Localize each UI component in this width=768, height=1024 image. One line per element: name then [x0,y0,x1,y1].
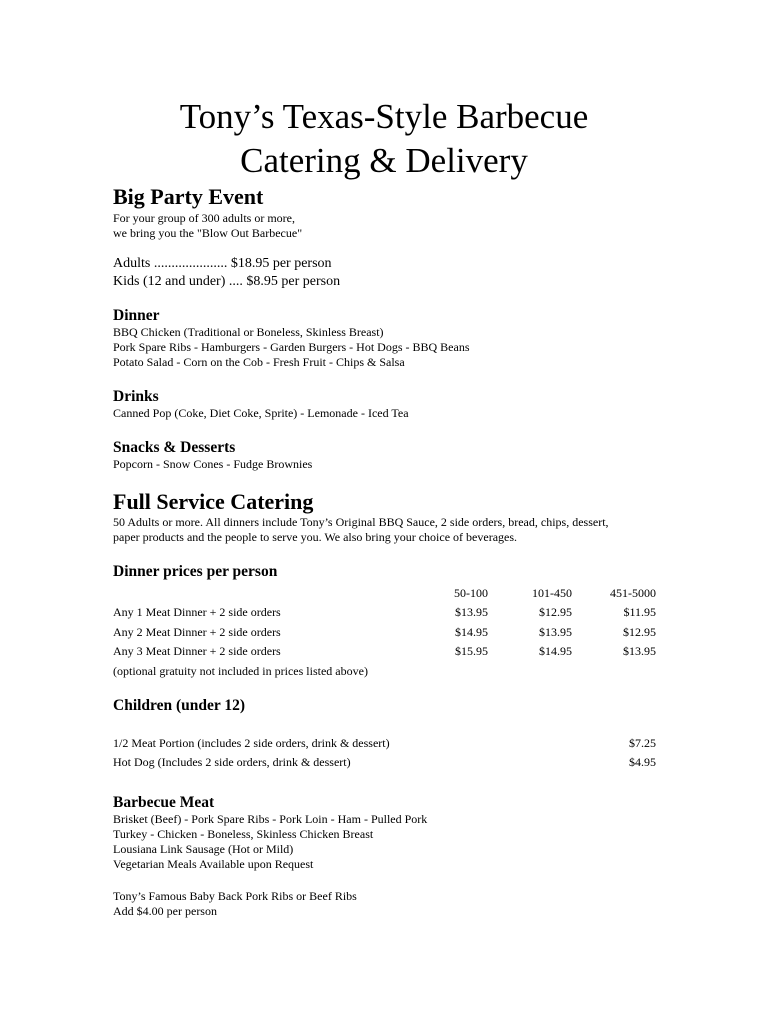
list-item: Add $4.00 per person [113,904,217,918]
intro-line: For your group of 300 adults or more, [113,211,295,225]
list-item: Brisket (Beef) - Pork Spare Ribs - Pork Loin - Ham - Pulled Pork [113,812,428,826]
children-heading: Children (under 12) [113,697,246,714]
table-cell: $13.95 [455,605,488,619]
dinner-heading: Dinner [113,307,160,324]
gratuity-note: (optional gratuity not included in prices listed above) [113,664,368,678]
table-row-label: Any 2 Meat Dinner + 2 side orders [113,625,281,639]
page-title-line1: Tony’s Texas-Style Barbecue [179,97,589,136]
table-cell: $14.95 [455,625,488,639]
table-row-label: 1/2 Meat Portion (includes 2 side orders, drink & dessert) [113,736,390,750]
snacks-heading: Snacks & Desserts [113,439,236,456]
column-header-101-450: 101-450 [532,586,572,600]
table-row-label: Any 1 Meat Dinner + 2 side orders [113,605,281,619]
list-item: Tony’s Famous Baby Back Pork Ribs or Beef Ribs [113,889,357,903]
table-cell: $15.95 [455,644,488,658]
table-cell: $13.95 [539,625,572,639]
dinner-prices-heading: Dinner prices per person [113,563,278,580]
big-party-prices [113,255,340,291]
intro-line: 50 Adults or more. All dinners include Tony’s Original BBQ Sauce, 2 side orders, bread, chips, dessert, [113,515,609,529]
column-header-451-5000: 451-5000 [610,586,656,600]
page-title-line2: Catering & Delivery [240,141,528,180]
drinks-heading: Drinks [113,388,159,405]
table-row-label: Hot Dog (Includes 2 side orders, drink & dessert) [113,755,351,769]
list-item: Popcorn - Snow Cones - Fudge Brownies [113,457,313,471]
big-party-intro [113,211,302,241]
table-cell: $12.95 [539,605,572,619]
full-service-heading: Full Service Catering [113,489,314,514]
drinks-list [113,406,409,421]
table-cell: $13.95 [623,644,656,658]
list-item: Canned Pop (Coke, Diet Coke, Sprite) - Lemonade - Iced Tea [113,406,409,420]
list-item: Pork Spare Ribs - Hamburgers - Garden Burgers - Hot Dogs - BBQ Beans [113,340,470,354]
table-row-label: Any 3 Meat Dinner + 2 side orders [113,644,281,658]
table-cell: $12.95 [623,625,656,639]
table-cell: $14.95 [539,644,572,658]
big-party-heading: Big Party Event [113,184,264,209]
table-cell: $4.95 [629,755,656,769]
column-header-50-100: 50-100 [454,586,488,600]
list-item: Vegetarian Meals Available upon Request [113,857,314,871]
adult-price: Adults ..................... $18.95 per person [113,256,332,271]
ribs-upgrade [113,889,357,919]
meat-list [113,812,427,872]
list-item: BBQ Chicken (Traditional or Boneless, Skinless Breast) [113,325,384,339]
intro-line: we bring you the "Blow Out Barbecue" [113,226,303,240]
dinner-list [113,325,470,370]
full-service-intro [113,515,609,545]
list-item: Turkey - Chicken - Boneless, Skinless Chicken Breast [113,827,374,841]
intro-line: paper products and the people to serve you. We also bring your choice of beverages. [113,530,518,544]
table-cell: $11.95 [623,605,656,619]
list-item: Potato Salad - Corn on the Cob - Fresh Fruit - Chips & Salsa [113,355,405,369]
meat-heading: Barbecue Meat [113,794,215,811]
snacks-list [113,457,312,472]
kids-price: Kids (12 and under) .... $8.95 per person [113,274,341,289]
list-item: Lousiana Link Sausage (Hot or Mild) [113,842,294,856]
table-cell: $7.25 [629,736,656,750]
